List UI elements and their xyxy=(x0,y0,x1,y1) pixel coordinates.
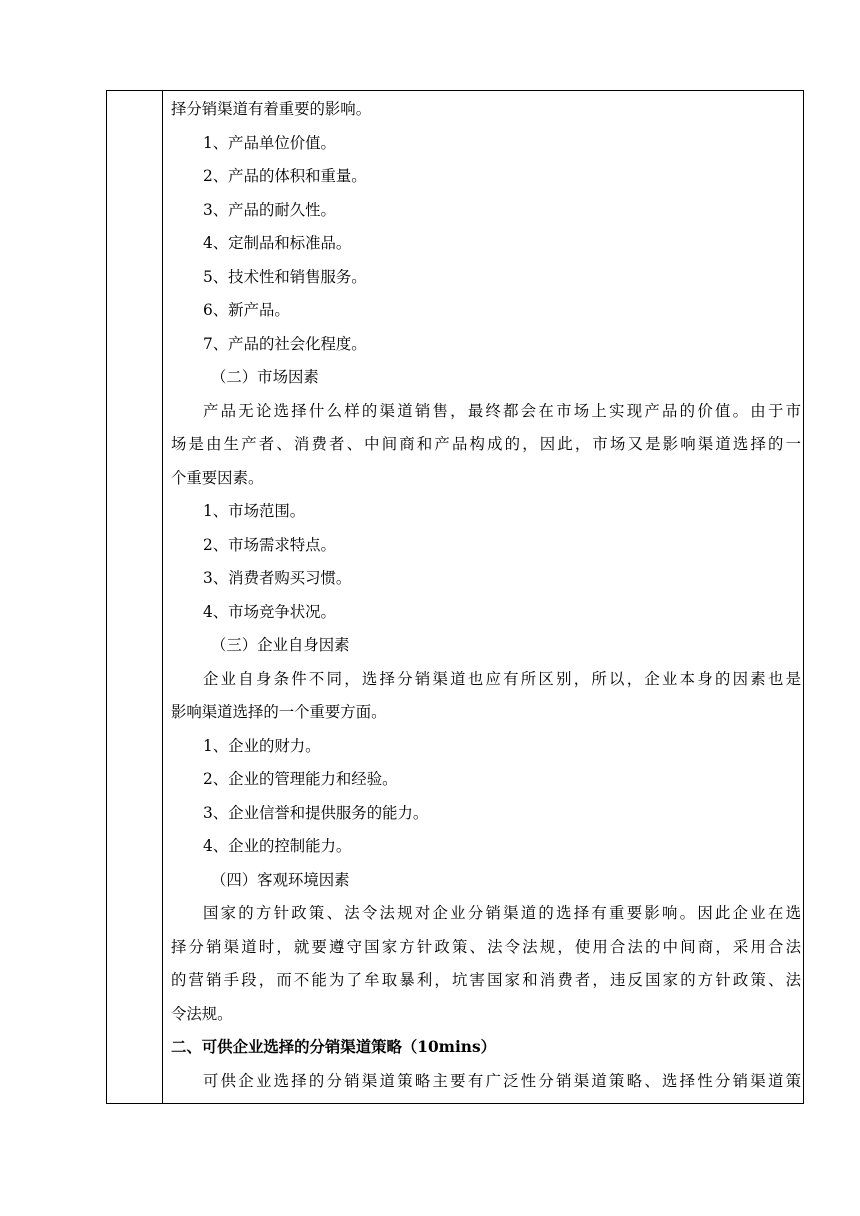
text-line: 4、定制品和标准品。 xyxy=(203,234,352,252)
column-divider xyxy=(162,91,163,1103)
text-line: （四）客观环境因素 xyxy=(211,871,350,889)
text-line: 令法规。 xyxy=(171,1005,233,1023)
text-line: 择分销渠道时，就要遵守国家方针政策、法令法规，使用合法的中间商，采用合法 xyxy=(171,938,801,956)
text-line: （三）企业自身因素 xyxy=(211,636,350,654)
text-line: 个重要因素。 xyxy=(171,469,264,487)
text-line: 国家的方针政策、法令法规对企业分销渠道的选择有重要影响。因此企业在选 xyxy=(203,904,801,922)
text-line: 可供企业选择的分销渠道策略主要有广泛性分销渠道策略、选择性分销渠道策 xyxy=(203,1072,801,1090)
text-line: 1、市场范围。 xyxy=(203,502,306,520)
text-line: 2、市场需求特点。 xyxy=(203,536,336,554)
text-line: 影响渠道选择的一个重要方面。 xyxy=(171,703,387,721)
section-heading: 二、可供企业选择的分销渠道策略（10mins） xyxy=(171,1038,497,1056)
text-line: 6、新产品。 xyxy=(203,301,290,319)
text-line: 择分销渠道有着重要的影响。 xyxy=(171,100,372,118)
text-line: 场是由生产者、消费者、中间商和产品构成的，因此，市场又是影响渠道选择的一 xyxy=(171,435,801,453)
text-line: 企业自身条件不同，选择分销渠道也应有所区别，所以，企业本身的因素也是 xyxy=(203,670,801,688)
text-line: 5、技术性和销售服务。 xyxy=(203,268,367,286)
text-line: 1、产品单位价值。 xyxy=(203,134,336,152)
text-line: 3、产品的耐久性。 xyxy=(203,201,336,219)
text-line: 2、企业的管理能力和经验。 xyxy=(203,770,398,788)
text-line: 产品无论选择什么样的渠道销售，最终都会在市场上实现产品的价值。由于市 xyxy=(203,402,801,420)
text-line: 3、消费者购买习惯。 xyxy=(203,569,352,587)
text-line: 的营销手段，而不能为了牟取暴利，坑害国家和消费者，违反国家的方针政策、法 xyxy=(171,971,801,989)
text-line: 4、企业的控制能力。 xyxy=(203,837,352,855)
text-line: 3、企业信誉和提供服务的能力。 xyxy=(203,804,429,822)
lesson-table xyxy=(106,90,804,1104)
text-line: 7、产品的社会化程度。 xyxy=(203,335,367,353)
text-line: （二）市场因素 xyxy=(211,368,319,386)
text-line: 4、市场竞争状况。 xyxy=(203,603,336,621)
text-line: 1、企业的财力。 xyxy=(203,737,321,755)
text-line: 2、产品的体积和重量。 xyxy=(203,167,367,185)
